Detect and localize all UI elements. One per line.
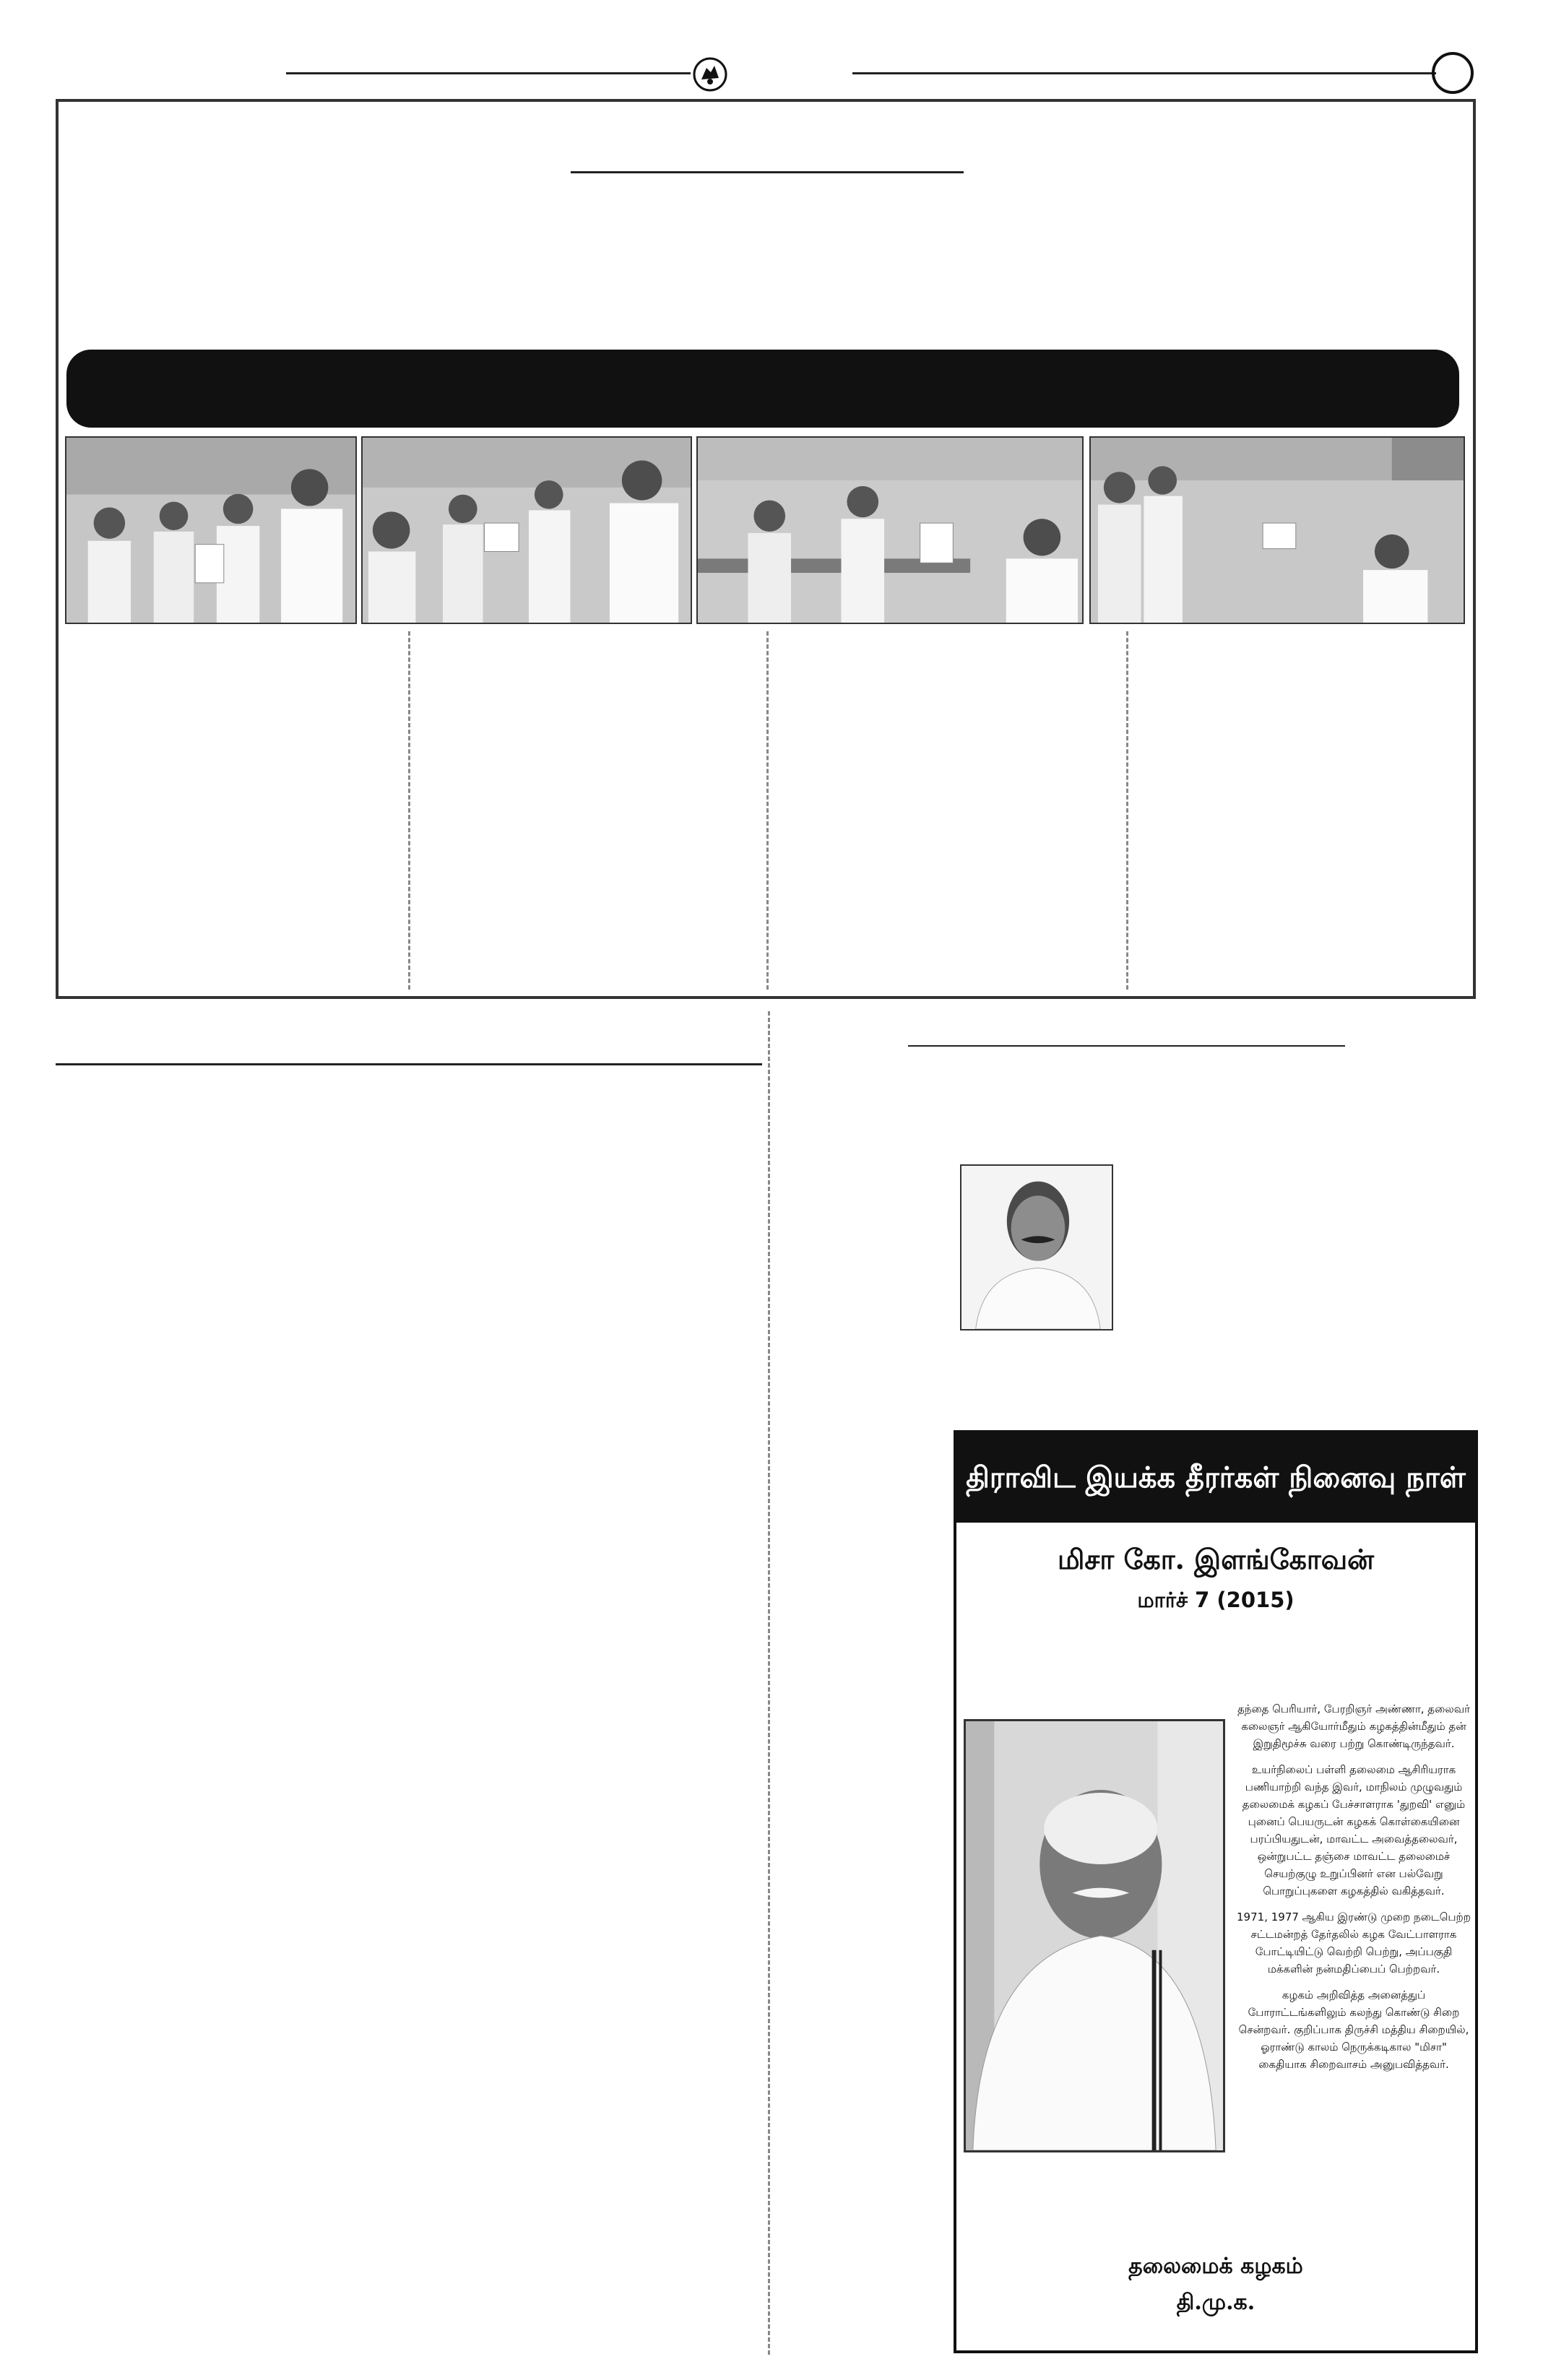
portrait-photo — [960, 1164, 1113, 1330]
notice-organization-abbr: தி.மு.க. — [1176, 2290, 1255, 2315]
story-title-rule — [571, 171, 964, 173]
memorial-notice — [954, 1430, 1478, 2353]
notice-paragraph: கழகம் அறிவித்த அனைத்துப் போராட்டங்களிலும் கலந்து கொண்டு சிறை சென்றவர். குறிப்பாக திருச்சி மத்திய சிறையில், ஓராண்டு காலம் நெருக்கடிகால "மிசா" கைதியாக சிறைவாசம் அனுபவித்தவர். — [1238, 1989, 1469, 2071]
column-divider-2 — [766, 631, 769, 990]
party-emblem-icon — [692, 56, 728, 92]
photo-4 — [1089, 436, 1465, 624]
notice-person-name: மிசா கோ. இளங்கோவன் — [1057, 1543, 1375, 1575]
photo-2 — [361, 436, 692, 624]
right-article-rule — [908, 1045, 1345, 1047]
photo-3 — [696, 436, 1084, 624]
masthead-rule-left — [286, 72, 691, 74]
notice-header: திராவிட இயக்க தீரர்கள் நினைவு நாள் — [956, 1433, 1475, 1523]
notice-paragraph: தந்தை பெரியார், பேரறிஞர் அண்ணா, தலைவர் கலைஞர் ஆகியோர்மீதும் கழகத்தின்மீதும் தன் இறுதிமூச்சு வரை பற்று கொண்டிருந்தவர். — [1237, 1702, 1470, 1750]
notice-photo — [964, 1719, 1225, 2152]
notice-date: மார்ச் 7 (2015) — [1137, 1588, 1295, 1612]
notice-biography — [1235, 1700, 1472, 2082]
notice-paragraph: 1971, 1977 ஆகிய இரண்டு முறை நடைபெற்ற சட்டமன்றத் தேர்தலில் கழக வேட்பாளராக போட்டியிட்டு வெற்றி பெற்று, அப்பகுதி மக்களின் நன்மதிப்பைப் பெற்றவர். — [1237, 1911, 1471, 1976]
story-banner — [66, 350, 1459, 428]
page-number-circle — [1432, 52, 1474, 94]
masthead-rule-right — [852, 72, 1436, 74]
notice-organization: தலைமைக் கழகம் — [1128, 2254, 1303, 2279]
photo-1 — [65, 436, 357, 624]
notice-paragraph: உயர்நிலைப் பள்ளி தலைமை ஆசிரியராக பணியாற்றி வந்த இவர், மாநிலம் முழுவதும் தலைமைக் கழகப் பேச்சாளராக 'துறவி' எனும் புனைப் பெயருடன் கழகக் கொள்கையினை பரப்பியதுடன், மாவட்ட அவைத்தலைவர், ஒன்றுபட்ட தஞ்சை மாவட்ட தலைமைச் செயற்குழு உறுப்பினர் என பல்வேறு பொறுப்புகளை கழகத்தில் வகித்தவர். — [1242, 1763, 1466, 1897]
column-divider-1 — [408, 631, 410, 990]
left-article-rule — [56, 1063, 762, 1065]
column-divider-3 — [1126, 631, 1128, 990]
lower-column-divider — [768, 1011, 770, 2355]
